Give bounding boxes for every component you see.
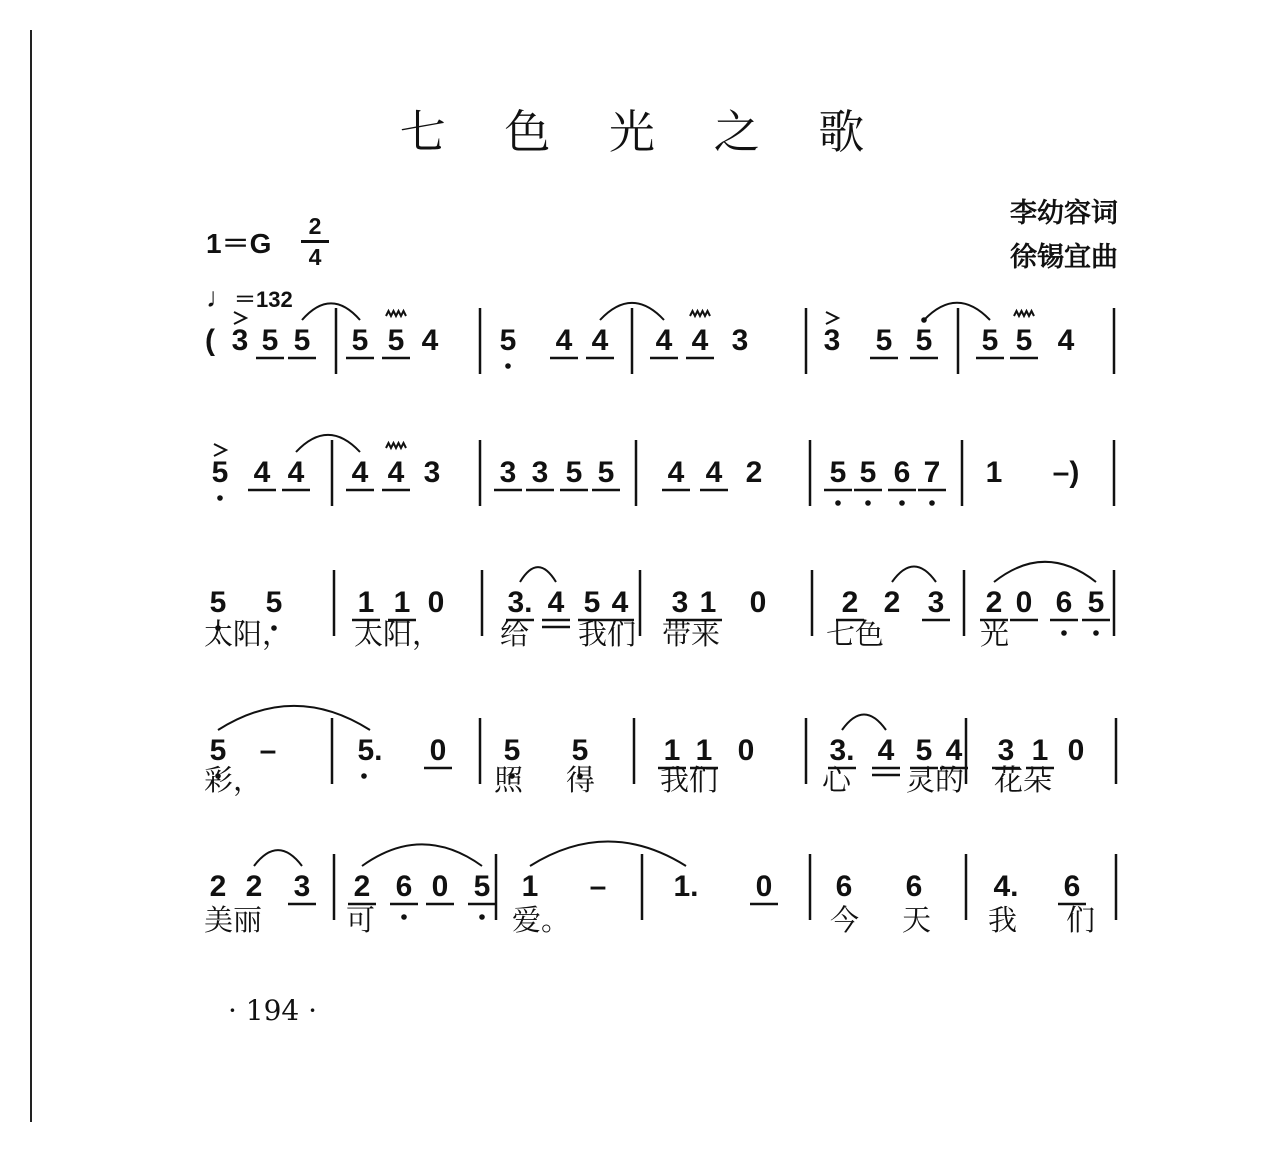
score-note: 4 [253,456,271,489]
score-note: 5 [209,586,227,619]
lyric-syllable: 们 [1066,903,1096,937]
score-note: –) [1052,456,1080,489]
tie-slur-arc [530,842,686,866]
score-note: 4 [877,734,895,767]
score-note: 1 [695,734,713,767]
score-note: 4 [555,324,573,357]
tie-slur-arc [362,844,482,866]
lyric-syllable: 我们 [578,617,637,651]
score-note: 5. [357,734,383,767]
score-note: 4 [287,456,305,489]
score-note: 5 [209,734,227,767]
score-note: 5 [1015,324,1033,357]
score-note: 0 [431,870,449,903]
time-signature-top: 2 [308,213,322,239]
octave-dot-below [361,773,367,779]
score-note: 0 [429,734,447,767]
score-note: 2 [985,586,1003,619]
score-note: 1 [985,456,1003,489]
score-note: 3 [231,324,249,357]
score-note: 4 [591,324,609,357]
score-note: 2 [883,586,901,619]
score-note: 6 [1063,870,1081,903]
octave-dot-below [835,500,841,506]
lyric-syllable: 灵的 [906,763,965,797]
score-note: 3 [423,456,441,489]
lyric-syllable: 爱。 [512,903,571,937]
octave-dot-below [217,495,223,501]
score-note: 4 [667,456,685,489]
score-note: 1 [393,586,411,619]
score-note: – [589,870,607,903]
composer-credit: 徐锡宜曲 [1010,242,1118,273]
score-note: 1 [521,870,539,903]
score-note: 5 [1087,586,1105,619]
score-note: 2 [841,586,859,619]
octave-dot-below [899,500,905,506]
score-note: 5 [261,324,279,357]
trill-mark-icon [1014,311,1034,316]
score-note: 4 [547,586,565,619]
score-note: 1 [1031,734,1049,767]
tie-slur-arc [994,562,1096,582]
score-note: 3. [829,734,855,767]
tie-slur-arc [218,706,370,730]
score-note: 2 [353,870,371,903]
score-note: 0 [755,870,773,903]
score-note: 2 [745,456,763,489]
score-note: 3 [671,586,689,619]
score-note: 5 [571,734,589,767]
key-signature: 1＝G [206,228,272,259]
score-note: 5 [211,456,229,489]
lyric-syllable: 太阳， [354,617,442,651]
score-note: 5 [915,324,933,357]
score-note: 6 [1055,586,1073,619]
tie-slur-arc [892,566,936,582]
score-note: 3 [997,734,1015,767]
score-note: 4 [691,324,709,357]
lyric-syllable: 可 [346,903,376,937]
score-note: 1 [357,586,375,619]
lyric-syllable: 天 [902,903,932,937]
score-note: 5 [981,324,999,357]
score-note: 0 [1015,586,1033,619]
lyric-syllable: 我们 [660,763,719,797]
score-note: 4 [945,734,963,767]
score-note: 7 [923,456,941,489]
score-note: 4 [655,324,673,357]
score-note: 5 [473,870,491,903]
score-note: 6 [395,870,413,903]
score-note: 5 [265,586,283,619]
score-note: 5 [293,324,311,357]
lyric-syllable: 照 [494,763,524,797]
quarter-note-icon: ♩ [206,282,234,313]
score-note: 0 [1067,734,1085,767]
score-note: 5 [875,324,893,357]
score-note: 3 [499,456,517,489]
score-note: 4 [1057,324,1075,357]
score-note: 6 [905,870,923,903]
lyric-syllable: 给 [500,617,530,651]
score-note: 2 [209,870,227,903]
lyric-syllable: 七色 [826,617,885,651]
score-note: ( [205,324,215,357]
score-note: 0 [749,586,767,619]
score-note: 5 [503,734,521,767]
score-note: 0 [427,586,445,619]
score-note: – [259,734,277,767]
tie-slur-arc [842,714,886,730]
score-note: 4 [421,324,439,357]
score-note: 6 [893,456,911,489]
lyric-syllable: 光 [980,617,1010,651]
lyric-syllable: 太阳， [204,617,292,651]
score-note: 1 [663,734,681,767]
score-note: 3 [293,870,311,903]
trill-mark-icon [386,443,406,448]
octave-dot-below [479,914,485,920]
lyric-syllable: 美丽 [204,903,263,937]
score-note: 4 [705,456,723,489]
score-note: 0 [737,734,755,767]
accent-mark-icon [826,312,838,324]
time-signature-bottom: 4 [308,244,322,270]
score-note: 5 [499,324,517,357]
score-note: 4. [993,870,1019,903]
score-note: 2 [245,870,263,903]
score-note: 3 [823,324,841,357]
score-note: 3 [531,456,549,489]
octave-dot-below [865,500,871,506]
tie-slur-arc [254,850,302,866]
score-note: 3. [507,586,533,619]
score-note: 5 [351,324,369,357]
tie-slur-arc [302,303,360,320]
lyric-syllable: 今 [830,903,860,937]
score-note: 4 [351,456,369,489]
octave-dot-below [1093,630,1099,636]
octave-dot-below [1061,630,1067,636]
score-note: 3 [927,586,945,619]
accent-mark-icon [214,444,226,456]
score-note: 5 [565,456,583,489]
score-note: 5 [583,586,601,619]
score-note: 5 [829,456,847,489]
tie-slur-arc [520,567,556,582]
trill-mark-icon [386,311,406,316]
accent-mark-icon [234,312,246,324]
tempo-value: ＝132 [234,287,293,312]
score-note: 1 [699,586,717,619]
lyric-syllable: 彩， [204,763,263,797]
lyric-syllable: 花朵 [994,763,1053,797]
octave-dot-below [929,500,935,506]
lyricist-credit: 李幼容词 [1010,198,1118,229]
score-note: 1. [673,870,699,903]
lyric-syllable: 带来 [662,617,721,651]
song-title: 七 色 光 之 歌 [399,105,887,159]
lyric-syllable: 心 [822,763,852,797]
octave-dot-below [401,914,407,920]
score-note: 4 [611,586,629,619]
score-note: 6 [835,870,853,903]
trill-mark-icon [690,311,710,316]
tie-slur-arc [296,435,360,452]
page-number: · 194 · [228,994,318,1027]
score-note: 3 [731,324,749,357]
score-note: 4 [387,456,405,489]
score-note: 5 [597,456,615,489]
score-note: 5 [387,324,405,357]
lyric-syllable: 得 [566,763,596,797]
octave-dot-below [505,363,511,369]
score-note: 5 [915,734,933,767]
score-note: 5 [859,456,877,489]
lyric-syllable: 我 [988,903,1018,937]
